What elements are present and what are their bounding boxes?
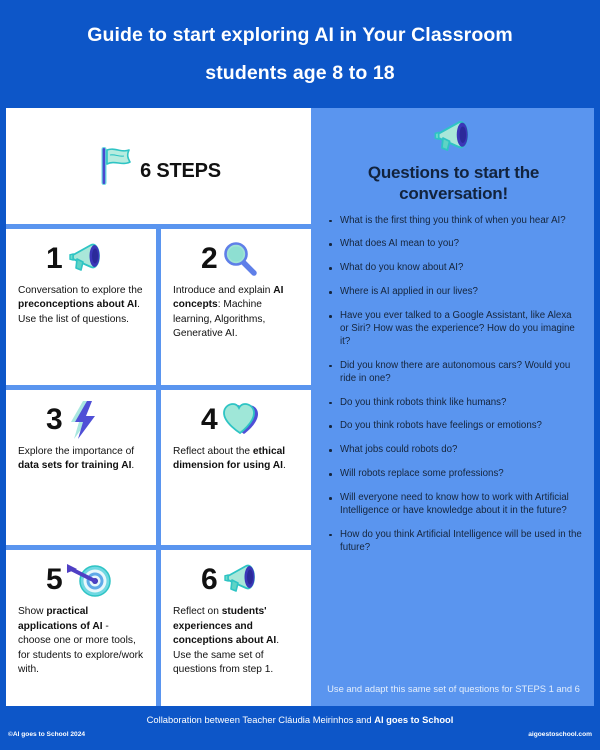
- megaphone-icon: [325, 116, 582, 160]
- step-number-5: 5: [46, 563, 63, 597]
- footer-copyright: ©AI goes to School 2024: [8, 731, 86, 738]
- poster-body: [0, 108, 600, 706]
- step-text-6: Reflect on students' experiences and conceptions about AI. Use the same set of questions from step 1.: [173, 606, 280, 676]
- question-item: How do you think Artificial Intelligence will be used in the future?: [327, 529, 582, 555]
- step-card-4[interactable]: [161, 390, 311, 546]
- step-card-2-head: [173, 236, 299, 282]
- question-item: What is the first thing you think of when you hear AI?: [327, 215, 582, 228]
- question-item: What do you know about AI?: [327, 262, 582, 275]
- target-dart-icon: [65, 559, 113, 601]
- footer-website[interactable]: aigoestoschool.com: [528, 731, 592, 738]
- step-card-1-head: [18, 236, 144, 282]
- poster-footer: [0, 706, 600, 750]
- step-number-2: 2: [201, 242, 218, 275]
- question-item: Will robots replace some professions?: [327, 468, 582, 481]
- step-number-6: 6: [201, 563, 218, 597]
- step-text-1: Conversation to explore the preconceptions about AI. Use the list of questions.: [18, 285, 143, 325]
- footer-credit-prefix: Collaboration between Teacher Cláudia Meirinhos and: [146, 714, 375, 725]
- flag-icon: [96, 143, 136, 189]
- questions-note: Use and adapt this same set of questions for STEPS 1 and 6: [327, 683, 580, 695]
- footer-credit-brand: AI goes to School: [374, 714, 454, 725]
- question-item: What jobs could robots do?: [327, 444, 582, 457]
- heart-icon: [220, 401, 262, 439]
- step-card-5[interactable]: [6, 550, 156, 706]
- questions-list: [325, 215, 582, 678]
- step-number-1: 1: [46, 242, 63, 275]
- megaphone-icon: [65, 239, 109, 279]
- poster-header: [0, 0, 600, 108]
- steps-banner: [6, 108, 311, 224]
- step-card-4-head: [173, 397, 299, 443]
- step-card-6[interactable]: [161, 550, 311, 706]
- question-item: Do you think robots have feelings or emotions?: [327, 420, 582, 433]
- step-card-3[interactable]: [6, 390, 156, 546]
- step-text-3: Explore the importance of data sets for training AI.: [18, 445, 135, 472]
- step-card-2[interactable]: [161, 229, 311, 385]
- question-item: Did you know there are autonomous cars? Would you ride in one?: [327, 360, 582, 386]
- lightning-bolt-icon: [65, 399, 103, 441]
- step-number-4: 4: [201, 402, 218, 436]
- steps-column: [6, 108, 311, 706]
- step-card-5-head: [18, 557, 144, 603]
- step-text-2: Introduce and explain AI concepts: Machine learning, Algorithms, Generative AI.: [173, 285, 284, 340]
- poster-title-line-1: Guide to start exploring AI in Your Classroom: [87, 24, 513, 47]
- question-item: Have you ever talked to a Google Assistant, like Alexa or Siri? How was the experience? How do you imagine it?: [327, 310, 582, 349]
- step-text-5: Show practical applications of AI - choose one or more tools, for students to explore/work with.: [18, 606, 144, 676]
- steps-grid: [6, 229, 311, 706]
- step-number-3: 3: [46, 402, 63, 436]
- questions-title: Questions to start the conversation!: [367, 163, 540, 204]
- questions-header: [325, 116, 582, 205]
- question-item: What does AI mean to you?: [327, 238, 582, 251]
- megaphone-icon: [220, 560, 264, 600]
- poster-title-line-2: students age 8 to 18: [205, 61, 395, 84]
- question-item: Where is AI applied in our lives?: [327, 286, 582, 299]
- question-item: Will everyone need to know how to work with Artificial Intelligence or have knowledge about it in the future?: [327, 492, 582, 518]
- questions-column: [311, 108, 594, 706]
- magnifier-icon: [220, 239, 260, 279]
- step-card-1[interactable]: [6, 229, 156, 385]
- question-item: Do you think robots think like humans?: [327, 397, 582, 410]
- footer-credit: [0, 714, 600, 725]
- step-card-6-head: [173, 557, 299, 603]
- step-text-4: Reflect about the ethical dimension for using AI.: [173, 445, 286, 472]
- step-card-3-head: [18, 397, 144, 443]
- steps-banner-label: 6 STEPS: [140, 159, 221, 182]
